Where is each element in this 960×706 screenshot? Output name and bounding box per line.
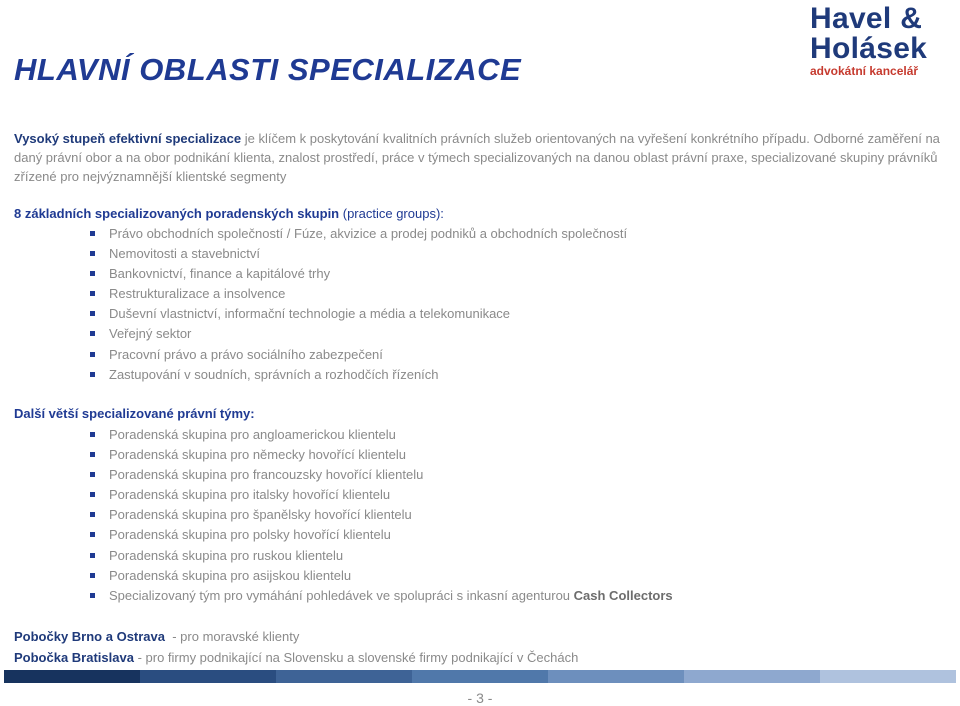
list-item: Poradenská skupina pro francouzsky hovořící klientelu (88, 465, 673, 485)
cash-collectors-text: Specializovaný tým pro vymáhání pohledávek ve spolupráci s inkasní agenturou (109, 587, 574, 603)
list-item: Duševní vlastnictví, informační technologie a média a telekomunikace (88, 304, 627, 324)
list-item: Poradenská skupina pro německy hovořící klientelu (88, 445, 673, 465)
branch-brno-ostrava (14, 629, 299, 644)
practice-groups-heading (14, 206, 444, 221)
list-item: Poradenská skupina pro polsky hovořící klientelu (88, 525, 673, 545)
list-item: Poradenská skupina pro ruskou klientelu (88, 546, 673, 566)
list-item: Bankovnictví, finance a kapitálové trhy (88, 264, 627, 284)
list-item: Restrukturalizace a insolvence (88, 284, 627, 304)
logo-tagline: advokátní kancelář (810, 64, 919, 78)
branch-name: Pobočky Brno a Ostrava (14, 629, 165, 644)
list-item: Poradenská skupina pro angloamerickou klientelu (88, 425, 673, 445)
intro-paragraph (14, 129, 949, 186)
teams-list (88, 425, 673, 606)
footer-bar-segment (684, 670, 820, 683)
cash-collectors-name: Cash Collectors (573, 587, 673, 603)
list-item: Nemovitosti a stavebnictví (88, 244, 627, 264)
footer-bar-segment (412, 670, 548, 683)
list-item: Zastupování v soudních, správních a rozhodčích řízeních (88, 365, 627, 385)
branch-description: - pro moravské klienty (165, 629, 300, 644)
practice-groups-heading-bold: 8 základních specializovaných poradenských skupin (14, 206, 340, 221)
teams-heading (14, 406, 255, 421)
logo-line-2: Holásek (810, 32, 928, 65)
footer-color-bar (4, 670, 956, 683)
intro-highlight: Vysoký stupeň efektivní specializace (14, 131, 242, 146)
list-item: Veřejný sektor (88, 324, 627, 344)
intro-text: je klíčem k poskytování kvalitních právních služeb orientovaných na vyřešení konkrétního případu. Odborné zaměření na daný právní obor a na obor podnikání klienta, znalost prostředí, práce v týmech specializovaných na danou oblast právní praxe, specializované skupiny právníků zřízené pro nejvýznamnější klientské segmenty (14, 131, 940, 184)
footer-bar-segment (548, 670, 684, 683)
branch-bratislava (14, 650, 578, 665)
logo-line-1: Havel & (810, 2, 923, 35)
practice-groups-list (88, 224, 627, 385)
company-logo (810, 4, 950, 77)
list-item: Právo obchodních společností / Fúze, akvizice a prodej podniků a obchodních společností (88, 224, 627, 244)
practice-groups-heading-suffix: (practice groups): (339, 206, 444, 221)
list-item: Pracovní právo a právo sociálního zabezpečení (88, 345, 627, 365)
list-item-cash-collectors (88, 586, 673, 606)
teams-heading-text: Další větší specializované právní týmy: (14, 406, 255, 421)
list-item: Poradenská skupina pro italsky hovořící klientelu (88, 485, 673, 505)
footer-bar-segment (820, 670, 956, 683)
footer-bar-segment (276, 670, 412, 683)
list-item: Poradenská skupina pro asijskou klientelu (88, 566, 673, 586)
list-item: Poradenská skupina pro španělsky hovořící klientelu (88, 505, 673, 525)
footer-bar-segment (140, 670, 276, 683)
footer-bar-segment (4, 670, 140, 683)
page-number: - 3 - (467, 690, 493, 706)
page-title: HLAVNÍ OBLASTI SPECIALIZACE (14, 52, 522, 87)
branch-description: - pro firmy podnikající na Slovensku a slovenské firmy podnikající v Čechách (133, 650, 579, 665)
branch-name: Pobočka Bratislava (14, 650, 134, 665)
